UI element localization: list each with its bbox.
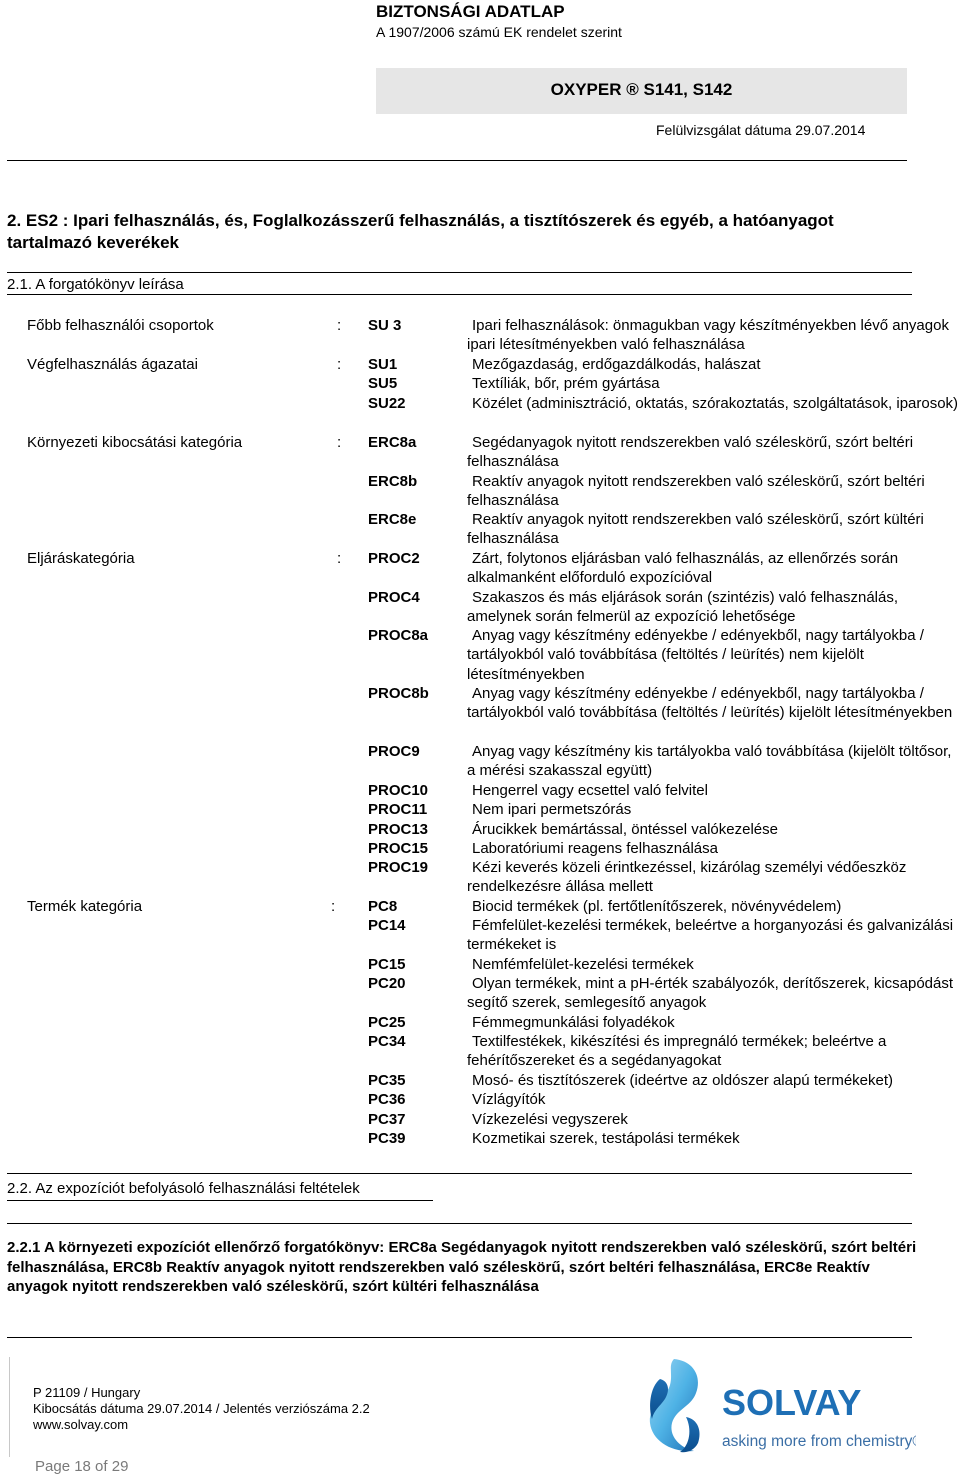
proc-description: Kézi keverés közeli érintkezéssel, kizárólag személyi védőeszköz rendelkezésre állása mellett (467, 859, 907, 896)
user-group-description: Ipari felhasználások: önmagukban vagy készítményekben lévő anyagok ipari létesítményekben való felhasználása (467, 317, 949, 354)
colon: : (337, 356, 342, 373)
erc-code: ERC8a (368, 434, 417, 451)
sector-description: Közélet (adminisztráció, oktatás, szórakoztatás, szolgáltatások, iparosok) (472, 395, 959, 412)
document-subtitle: A 1907/2006 számú EK rendelet szerint (376, 24, 622, 40)
proc-code: PROC11 (368, 801, 428, 818)
erc-description: Segédanyagok nyitott rendszerekben való széleskörű, szórt beltéri felhasználása (467, 434, 914, 471)
proc-code: PROC19 (368, 859, 429, 876)
proc-code: PROC8a (368, 627, 429, 644)
pc-description: Fémmegmunkálási folyadékok (472, 1014, 675, 1031)
proc-description: Anyag vagy készítmény edényekbe / edényekből, nagy tartályokba / tartályokból való továbbítása (feltöltés / leürítés) nem kijelölt létesítményekben (467, 627, 924, 683)
pc-description: Fémfelület-kezelési termékek, beleértve a horganyozási és galvanizálási termékeket is (467, 917, 954, 954)
sector-code: SU5 (368, 375, 398, 392)
erc-code: ERC8b (368, 473, 418, 490)
proc-description: Laboratóriumi reagens felhasználása (472, 840, 718, 857)
logo-tagline: asking more from chemistry® (722, 1433, 916, 1450)
product-name: OXYPER ® S141, S142 (550, 80, 733, 99)
revision-date: Felülvizsgálat dátuma 29.07.2014 (656, 122, 866, 138)
proc-code: PROC8b (368, 685, 429, 702)
header-divider (7, 160, 907, 161)
pc-code: PC35 (368, 1072, 406, 1089)
proc-code: PROC15 (368, 840, 429, 857)
pc-code: PC8 (368, 898, 398, 915)
solvay-logo-graphic (636, 1357, 916, 1457)
exposure-scenario-paragraph: 2.2.1 A környezeti expozíciót ellenőrző forgatókönyv: ERC8a Segédanyagok nyitott rendszerekben való széleskörű, szórt beltéri felhasználása, ERC8b Reaktív anyagok nyitott rendszerekben való széleskörű, szórt beltéri felhasználása, ERC8e Reaktív anyagok nyitott rendszerekben való széleskörű, szórt kültéri felhasználása (7, 1239, 917, 1295)
pc-code: PC39 (368, 1130, 406, 1147)
colon: : (337, 434, 342, 451)
colon: : (337, 317, 342, 334)
proc-code: PROC9 (368, 743, 420, 760)
proc-description: Árucikkek bemártással, öntéssel valókezelése (472, 821, 778, 838)
pc-code: PC14 (368, 917, 406, 934)
proc-description: Hengerrel vagy ecsettel való felvitel (472, 782, 708, 799)
sectors-label: Végfelhasználás ágazatai (27, 356, 198, 373)
footer-issue-dates: Kibocsátás dátuma 29.07.2014 / Jelentés verziószáma 2.2 (33, 1401, 370, 1416)
pc-description: Mosó- és tisztítószerek (ideértve az oldószer alapú termékeket) (472, 1072, 894, 1089)
footer-document-id: P 21109 / Hungary (33, 1385, 141, 1400)
colon: : (331, 898, 336, 915)
pc-code: PC37 (368, 1111, 406, 1128)
product-category-label: Termék kategória (27, 898, 143, 915)
user-groups-label: Főbb felhasználói csoportok (27, 317, 214, 334)
pc-code: PC25 (368, 1014, 406, 1031)
section-divider (7, 1223, 912, 1224)
sector-code: SU22 (368, 395, 406, 412)
solvay-logo (636, 1357, 916, 1457)
pc-description: Olyan termékek, mint a pH-érték szabályozók, derítőszerek, kicsapódást segítő szerek, semlegesítő anyagok (467, 975, 954, 1012)
sector-description: Mezőgazdaság, erdőgazdálkodás, halászat (472, 356, 761, 373)
proc-description: Nem ipari permetszórás (472, 801, 632, 818)
footer-margin-line (9, 1357, 10, 1457)
pc-code: PC36 (368, 1091, 406, 1108)
pc-description: Kozmetikai szerek, testápolási termékek (472, 1130, 740, 1147)
subsection-title-2-2: 2.2. Az expozíciót befolyásoló felhasználási feltételek (7, 1180, 360, 1197)
section-title: 2. ES2 : Ipari felhasználás, és, Foglalkozásszerű felhasználás, a tisztítószerek és egyéb, a hatóanyagot tartalmazó keverékek (7, 211, 834, 252)
process-category-label: Eljáráskategória (27, 550, 135, 567)
pc-description: Textilfestékek, kikészítési és impregnáló termékek; beleértve a fehérítőszereket és a segédanyagokat (467, 1033, 887, 1070)
section-divider (7, 272, 912, 273)
proc-description: Anyag vagy készítmény edényekbe / edényekből, nagy tartályokba / tartályokból való továbbítása (feltöltés / leürítés) kijelölt létesítményekben (467, 685, 953, 722)
proc-description: Szakaszos és más eljárások során (szintézis) való felhasználás, amelynek során felmerül az expozíció lehetősége (467, 589, 899, 626)
proc-code: PROC13 (368, 821, 429, 838)
pc-description: Vízlágyítók (472, 1091, 546, 1108)
erc-description: Reaktív anyagok nyitott rendszerekben való széleskörű, szórt beltéri felhasználása (467, 473, 925, 510)
pc-code: PC15 (368, 956, 406, 973)
pc-code: PC20 (368, 975, 406, 992)
env-release-label: Környezeti kibocsátási kategória (27, 434, 243, 451)
proc-code: PROC10 (368, 782, 429, 799)
logo-wordmark: SOLVAY (722, 1382, 862, 1423)
colon: : (337, 550, 342, 567)
sector-description: Textíliák, bőr, prém gyártása (472, 375, 660, 392)
section-divider (7, 1173, 912, 1174)
document-title: BIZTONSÁGI ADATLAP (376, 2, 565, 21)
erc-code: ERC8e (368, 511, 417, 528)
user-group-code: SU 3 (368, 317, 402, 334)
subsection-title-2-1: 2.1. A forgatókönyv leírása (7, 276, 184, 293)
proc-description: Zárt, folytonos eljárásban való felhasználás, az ellenőrzés során alkalmanként előforduló expozícióval (467, 550, 899, 587)
product-name-box (376, 68, 907, 114)
pc-description: Biocid termékek (pl. fertőtlenítőszerek, növényvédelem) (472, 898, 842, 915)
footer-divider (7, 1337, 912, 1338)
pc-code: PC34 (368, 1033, 406, 1050)
sector-code: SU1 (368, 356, 398, 373)
page-number: Page 18 of 29 (35, 1458, 129, 1475)
subsection-underline (7, 1200, 433, 1201)
proc-description: Anyag vagy készítmény kis tartályokba való továbbítása (kijelölt töltősor, a mérési szakasszal együtt) (467, 743, 952, 780)
erc-description: Reaktív anyagok nyitott rendszerekben való széleskörű, szórt kültéri felhasználása (467, 511, 924, 548)
footer-website-link[interactable]: www.solvay.com (33, 1417, 129, 1432)
pc-description: Vízkezelési vegyszerek (472, 1111, 628, 1128)
proc-code: PROC2 (368, 550, 420, 567)
subsection-divider (7, 294, 912, 295)
proc-code: PROC4 (368, 589, 420, 606)
pc-description: Nemfémfelület-kezelési termékek (472, 956, 694, 973)
